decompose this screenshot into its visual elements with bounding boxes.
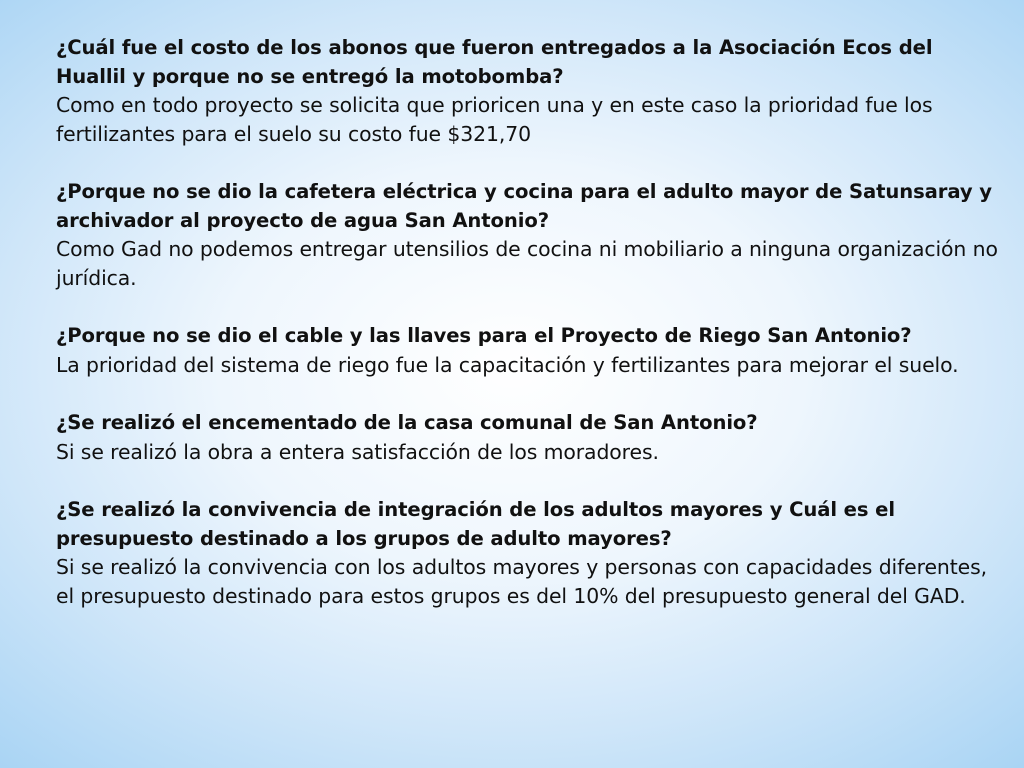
qa-block-1 <box>56 34 1006 148</box>
answer-text: Si se realizó la convivencia con los adultos mayores y personas con capacidades diferentes, el presupuesto destinado para estos grupos es del 10% del presupuesto general del GAD. <box>56 555 987 608</box>
answer-text: Si se realizó la obra a entera satisfacción de los moradores. <box>56 439 659 464</box>
question-text: ¿Porque no se dio la cafetera eléctrica y cocina para el adulto mayor de Satunsaray y archivador al proyecto de agua San Antonio? <box>56 180 992 232</box>
qa-block-3 <box>56 322 1006 379</box>
question-text: ¿Se realizó la convivencia de integración de los adultos mayores y Cuál es el presupuesto destinado a los grupos de adulto mayores? <box>56 498 895 550</box>
slide-content <box>56 34 1006 640</box>
question-text: ¿Porque no se dio el cable y las llaves para el Proyecto de Riego San Antonio? <box>56 324 912 347</box>
qa-block-2 <box>56 178 1006 292</box>
question-text: ¿Se realizó el encementado de la casa comunal de San Antonio? <box>56 411 758 434</box>
answer-text: Como en todo proyecto se solicita que prioricen una y en este caso la prioridad fue los fertilizantes para el suelo su costo fue $321,70 <box>56 93 933 146</box>
answer-text: Como Gad no podemos entregar utensilios de cocina ni mobiliario a ninguna organización no jurídica. <box>56 237 998 290</box>
answer-text: La prioridad del sistema de riego fue la capacitación y fertilizantes para mejorar el suelo. <box>56 352 959 377</box>
qa-block-4 <box>56 409 1006 466</box>
qa-block-5 <box>56 496 1006 610</box>
question-text: ¿Cuál fue el costo de los abonos que fueron entregados a la Asociación Ecos del Huallil y porque no se entregó la motobomba? <box>56 36 933 88</box>
